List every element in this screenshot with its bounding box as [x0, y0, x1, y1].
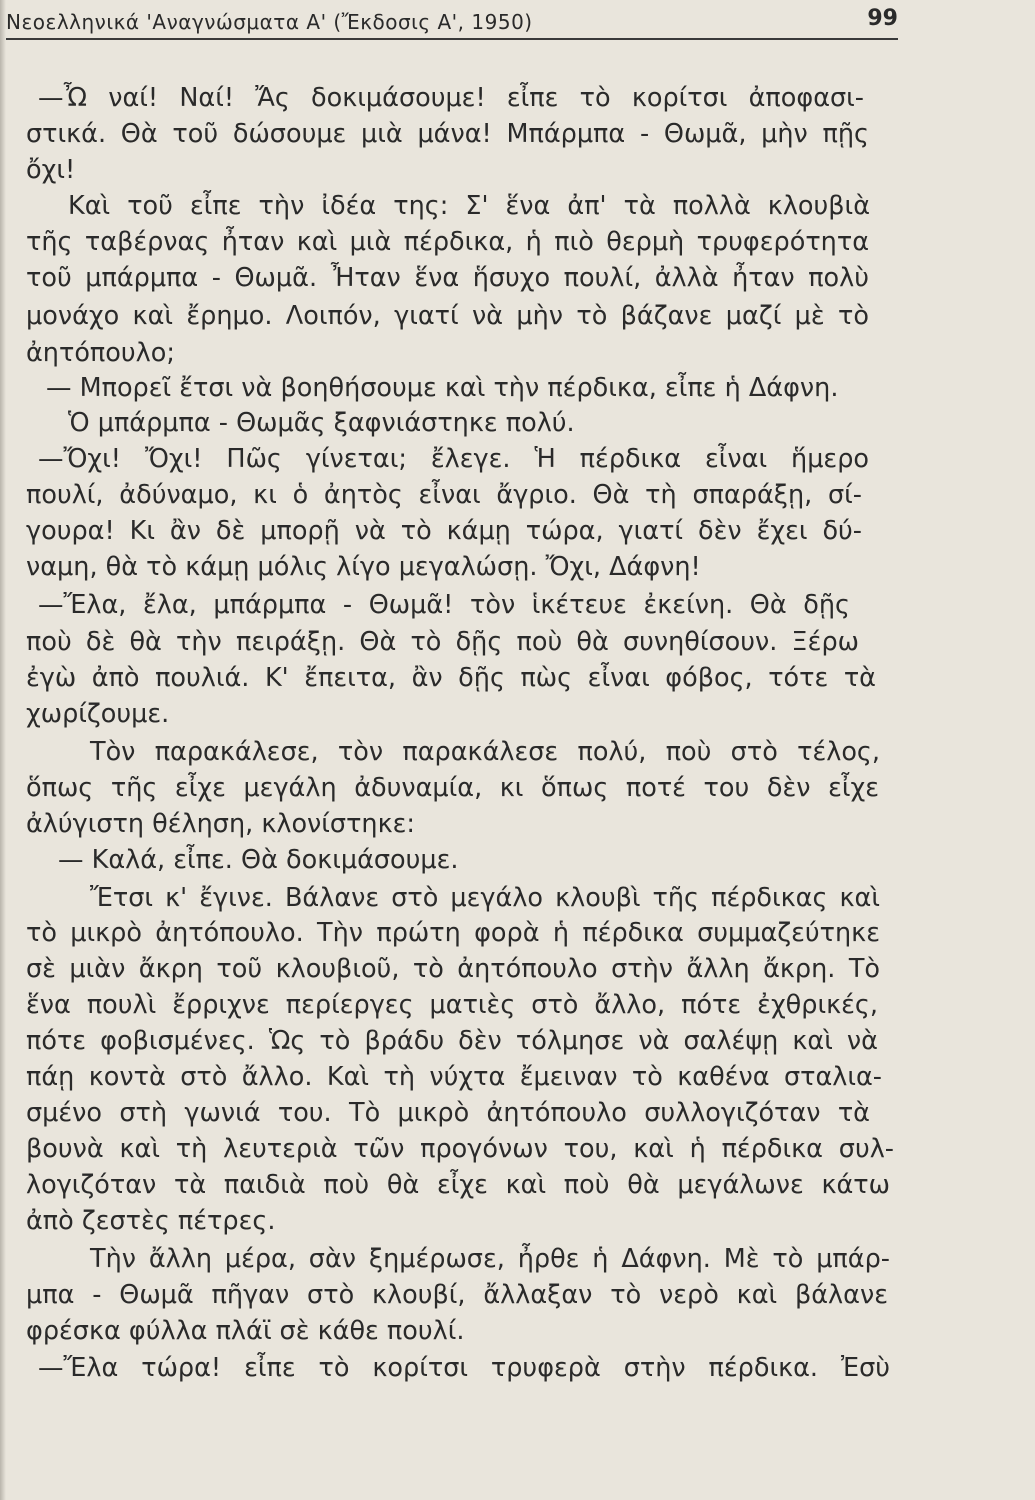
text-line: τοῦ μπάρμπα - Θωμᾶ. Ἦταν ἕνα ἥσυχο πουλί, ἀλλὰ ἦταν πολὺ: [26, 263, 869, 293]
page-number: 99: [867, 6, 898, 31]
text-line: πότε φοβισμένες. Ὡς τὸ βράδυ δὲν τόλμησε νὰ σαλέψῃ καὶ νὰ: [26, 1026, 878, 1056]
text-line: ὅπως τῆς εἶχε μεγάλη ἀδυναμία, κι ὅπως ποτέ του δὲν εἶχε: [26, 773, 879, 803]
text-line: λογιζόταν τὰ παιδιὰ ποὺ θὰ εἶχε καὶ ποὺ θὰ μεγάλωνε κάτω: [26, 1170, 890, 1200]
text-line: Τὴν ἄλλη μέρα, σὰν ξημέρωσε, ἦρθε ἡ Δάφνη. Μὲ τὸ μπάρ-: [90, 1244, 890, 1274]
text-line: —Ὦ ναί! Ναί! Ἄς δοκιμάσουμε! εἶπε τὸ κορίτσι ἀποφασι-: [38, 83, 864, 113]
text-line: σὲ μιὰν ἄκρη τοῦ κλουβιοῦ, τὸ ἀητόπουλο στὴν ἄλλη ἄκρη. Τὸ: [26, 954, 880, 984]
text-line: Τὸν παρακάλεσε, τὸν παρακάλεσε πολύ, ποὺ στὸ τέλος,: [90, 737, 880, 767]
text-line: στικά. Θὰ τοῦ δώσουμε μιὰ μάνα! Μπάρμπα - Θωμᾶ, μὴν πῇς: [26, 119, 869, 149]
text-line: ναμη, θὰ τὸ κάμῃ μόλις λίγο μεγαλώσῃ. Ὄχι, Δάφνη!: [26, 552, 701, 582]
text-line: σμένο στὴ γωνιά του. Τὸ μικρὸ ἀητόπουλο συλλογιζόταν τὰ: [26, 1098, 870, 1128]
text-line: — Μπορεῖ ἔτσι νὰ βοηθήσουμε καὶ τὴν πέρδικα, εἶπε ἡ Δάφνη.: [46, 373, 839, 403]
text-line: ἀλύγιστη θέληση, κλονίστηκε:: [26, 809, 415, 839]
text-line: ἐγὼ ἀπὸ πουλιά. Κ' ἔπειτα, ἂν δῇς πὼς εἶναι φόβος, τότε τὰ: [26, 663, 876, 693]
page-left-edge: [0, 0, 6, 1500]
running-title: Νεοελληνικά 'Αναγνώσματα Α' (Ἔκδοσις Α', 1950): [6, 10, 533, 34]
text-line: γουρα! Κι ἂν δὲ μπορῇ νὰ τὸ κάμῃ τώρα, γιατί δὲν ἔχει δύ-: [26, 516, 862, 546]
text-line: χωρίζουμε.: [26, 699, 170, 729]
text-line: Ὁ μπάρμπα - Θωμᾶς ξαφνιάστηκε πολύ.: [68, 408, 575, 438]
text-line: βουνὰ καὶ τὴ λευτεριὰ τῶν προγόνων του, καὶ ἡ πέρδικα συλ-: [26, 1134, 894, 1164]
text-line: ποὺ δὲ θὰ τὴν πειράξῃ. Θὰ τὸ δῇς ποὺ θὰ συνηθίσουν. Ξέρω: [26, 627, 859, 657]
text-line: φρέσκα φύλλα πλάϊ σὲ κάθε πουλί.: [26, 1316, 465, 1346]
text-line: πουλί, ἀδύναμο, κι ὁ ἀητὸς εἶναι ἄγριο. Θὰ τὴ σπαράξῃ, σί-: [26, 480, 862, 510]
text-line: ἀπὸ ζεστὲς πέτρες.: [26, 1206, 276, 1236]
running-header: [6, 4, 898, 40]
text-line: τὸ μικρὸ ἀητόπουλο. Τὴν πρώτη φορὰ ἡ πέρδικα συμμαζεύτηκε: [26, 918, 880, 948]
text-line: ἕνα πουλὶ ἔρριχνε περίεργες ματιὲς στὸ ἄλλο, πότε ἐχθρικές,: [26, 990, 878, 1020]
text-line: πάῃ κοντὰ στὸ ἄλλο. Καὶ τὴ νύχτα ἔμειναν τὸ καθένα σταλια-: [26, 1062, 882, 1092]
text-line: μονάχο καὶ ἔρημο. Λοιπόν, γιατί νὰ μὴν τὸ βάζανε μαζί μὲ τὸ: [26, 301, 869, 331]
text-line: ἀητόπουλο;: [26, 338, 175, 368]
text-line: τῆς ταβέρνας ἦταν καὶ μιὰ πέρδικα, ἡ πιὸ θερμὴ τρυφερότητα: [26, 227, 869, 257]
text-line: —Ἔλα, ἔλα, μπάρμπα - Θωμᾶ! τὸν ἱκέτευε ἐκείνη. Θὰ δῇς: [38, 590, 850, 620]
text-line: Καὶ τοῦ εἶπε τὴν ἰδέα της: Σ' ἕνα ἀπ' τὰ πολλὰ κλουβιὰ: [68, 191, 870, 221]
text-line: —Ὄχι! Ὄχι! Πῶς γίνεται; ἔλεγε. Ἡ πέρδικα εἶναι ἥμερο: [38, 444, 869, 474]
text-line: ὄχι!: [26, 155, 76, 185]
text-line: — Καλά, εἶπε. Θὰ δοκιμάσουμε.: [58, 845, 459, 875]
text-line: —Ἔλα τώρα! εἶπε τὸ κορίτσι τρυφερὰ στὴν πέρδικα. Ἐσὺ: [38, 1353, 890, 1383]
text-line: Ἔτσι κ' ἔγινε. Βάλανε στὸ μεγάλο κλουβὶ τῆς πέρδικας καὶ: [90, 883, 880, 913]
text-line: μπα - Θωμᾶ πῆγαν στὸ κλουβί, ἄλλαξαν τὸ νερὸ καὶ βάλανε: [26, 1280, 888, 1310]
